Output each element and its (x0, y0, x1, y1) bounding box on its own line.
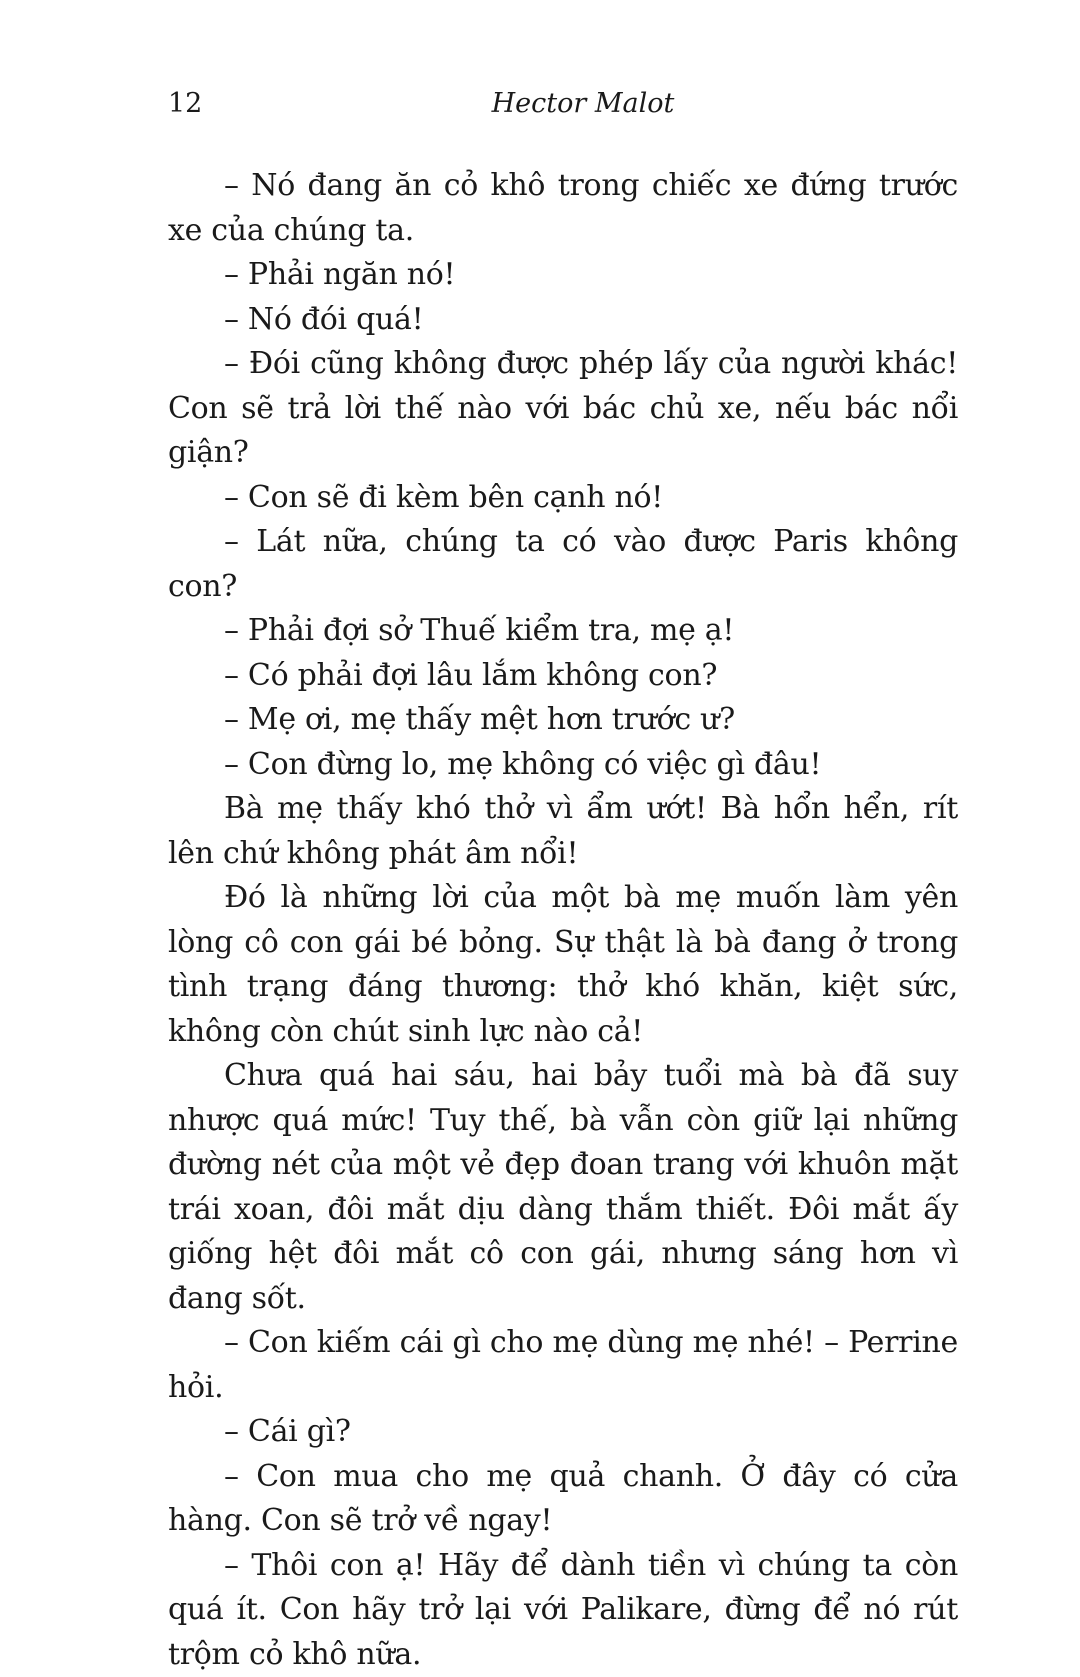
body-text (168, 164, 958, 1677)
page-number: 12 (168, 88, 202, 119)
paragraph: – Con đừng lo, mẹ không có việc gì đâu! (168, 743, 958, 788)
paragraph: – Con kiếm cái gì cho mẹ dùng mẹ nhé! – Perrine hỏi. (168, 1321, 958, 1410)
paragraph: Bà mẹ thấy khó thở vì ẩm ướt! Bà hổn hển, rít lên chứ không phát âm nổi! (168, 787, 958, 876)
paragraph: – Nó đói quá! (168, 298, 958, 343)
paragraph: – Mẹ ơi, mẹ thấy mệt hơn trước ư? (168, 698, 958, 743)
paragraph: Chưa quá hai sáu, hai bảy tuổi mà bà đã suy nhược quá mức! Tuy thế, bà vẫn còn giữ lại những đường nét của một vẻ đẹp đoan trang với khuôn mặt trái xoan, đôi mắt dịu dàng thắm thiết. Đôi mắt ấy giống hệt đôi mắt cô con gái, nhưng sáng hơn vì đang sốt. (168, 1054, 958, 1321)
paragraph: – Nó đang ăn cỏ khô trong chiếc xe đứng trước xe của chúng ta. (168, 164, 958, 253)
paragraph: – Phải ngăn nó! (168, 253, 958, 298)
paragraph: – Có phải đợi lâu lắm không con? (168, 654, 958, 699)
paragraph: – Con sẽ đi kèm bên cạnh nó! (168, 476, 958, 521)
paragraph: Đó là những lời của một bà mẹ muốn làm yên lòng cô con gái bé bỏng. Sự thật là bà đang ở trong tình trạng đáng thương: thở khó khăn, kiệt sức, không còn chút sinh lực nào cả! (168, 876, 958, 1054)
paragraph: – Lát nữa, chúng ta có vào được Paris không con? (168, 520, 958, 609)
running-title: Hector Malot (168, 88, 958, 119)
paragraph: – Phải đợi sở Thuế kiểm tra, mẹ ạ! (168, 609, 958, 654)
paragraph: – Đói cũng không được phép lấy của người khác! Con sẽ trả lời thế nào với bác chủ xe, nếu bác nổi giận? (168, 342, 958, 476)
paragraph: – Thôi con ạ! Hãy để dành tiền vì chúng ta còn quá ít. Con hãy trở lại với Palikare, đừng để nó rút trộm cỏ khô nữa. (168, 1544, 958, 1677)
page-header (168, 88, 958, 128)
paragraph: – Cái gì? (168, 1410, 958, 1455)
paragraph: – Con mua cho mẹ quả chanh. Ở đây có cửa hàng. Con sẽ trở về ngay! (168, 1455, 958, 1544)
